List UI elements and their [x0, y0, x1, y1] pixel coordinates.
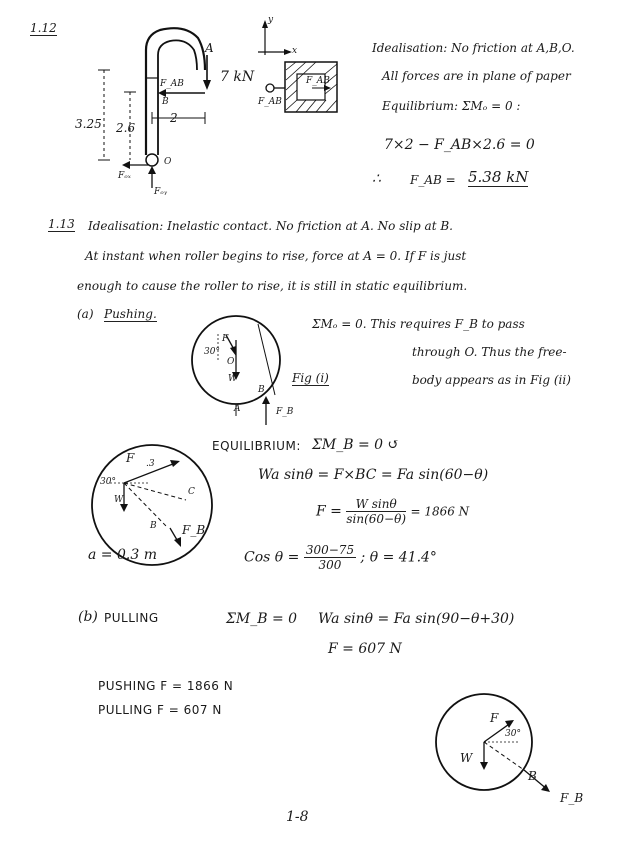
fig-i-label-w: W — [228, 374, 238, 384]
p113-a-value: a = 0.3 m — [88, 547, 157, 563]
p113-idealisation-line-3: enough to cause the roller to rise, it is still in static equilibrium. — [77, 279, 468, 293]
p113-moment-1: ΣMₒ = 0. This requires F_B to pass — [312, 317, 525, 331]
fig-ii-label-b: B — [150, 521, 157, 531]
p113-moment-3: body appears as in Fig (ii) — [412, 373, 571, 387]
fig112-block-fab-right: F_AB — [306, 76, 330, 86]
p113-moment-2: through O. Thus the free- — [412, 345, 567, 359]
fig112-label-o: O — [164, 157, 172, 167]
fig-i-label-f: F — [222, 334, 229, 344]
fig112-block-fab-left: F_AB — [258, 97, 282, 107]
fig-i-label-a: A — [234, 404, 241, 414]
p113-pull-moment: ΣM_B = 0 — [226, 611, 298, 627]
fig-i-label-30: 30° — [204, 347, 220, 357]
p113-eq2-lhs: F = — [316, 503, 342, 520]
p113-idealisation-line-2: At instant when roller begins to rise, force at A = 0. If F is just — [85, 249, 467, 263]
fig112-axis-x: x — [292, 46, 298, 56]
p113-part-b-label: (b) — [78, 609, 98, 625]
p112-equation: 7×2 − F_AB×2.6 = 0 — [384, 137, 535, 153]
fig-i-label-b: B — [258, 385, 265, 395]
problem-number-1-12: 1.12 — [30, 21, 57, 35]
fig-i-label-fb: F_B — [276, 407, 294, 417]
fig112-dim-26: 2.6 — [116, 121, 136, 135]
p112-therefore: ∴ — [372, 171, 381, 187]
fig-i-caption: Fig (i) — [292, 371, 329, 385]
fig112-label-fab: F_AB — [160, 79, 184, 89]
p113-equilibrium-eq: ΣM_B = 0 ↺ — [312, 437, 400, 453]
p113-part-a-label: (a) — [77, 307, 94, 321]
p113-cos-lhs: Cos θ = — [244, 549, 300, 566]
p113-cos-rhs: ; θ = 41.4° — [360, 549, 437, 566]
fig-iii-label-30: 30° — [505, 729, 521, 739]
fig112-label-b: B — [162, 97, 169, 107]
fig112-label-a: A — [205, 41, 214, 55]
p113-cos-num: 300−75 — [305, 543, 355, 557]
fig-ii-label-f: F — [126, 451, 135, 465]
p113-summary-push: PUSHING F = 1866 N — [98, 679, 234, 693]
fig112-label-foy: Fₒᵧ — [154, 187, 168, 197]
p113-eq1: Wa sinθ = F×BC = Fa sin(60−θ) — [258, 467, 489, 483]
p112-idealisation-2: All forces are in plane of paper — [382, 69, 571, 83]
fig-ii-label-3: .3 — [146, 459, 155, 469]
p113-pull-eq2: F = 607 N — [328, 641, 402, 657]
fig112-dim-2: 2 — [170, 111, 178, 125]
p112-idealisation-1: Idealisation: No friction at A,B,O. — [372, 41, 575, 55]
fig112-load-7kn: 7 kN — [220, 69, 255, 85]
p112-result-label: F_AB = — [410, 173, 456, 187]
fig-i-label-o: O — [227, 357, 235, 367]
fig-ii-label-fb: F_B — [182, 523, 206, 537]
p113-cos-den: 300 — [318, 558, 342, 572]
p112-equilibrium: Equilibrium: ΣMₒ = 0 : — [382, 99, 521, 113]
page-number: 1-8 — [286, 809, 309, 825]
p113-eq2-num: W sinθ — [346, 498, 406, 512]
p113-part-b-title: PULLING — [104, 611, 159, 625]
fig112-axis-y: y — [268, 15, 274, 25]
fig112-dim-325: 3.25 — [75, 117, 102, 131]
problem-number-1-13: 1.13 — [48, 217, 75, 231]
p113-summary-pull: PULLING F = 607 N — [98, 703, 222, 717]
p113-pull-eq1: Wa sinθ = Fa sin(90−θ+30) — [318, 611, 515, 627]
fig-ii-label-30: 30° — [100, 477, 116, 487]
p113-equilibrium-title: EQUILIBRIUM: — [212, 439, 301, 453]
p113-idealisation-line-1: Idealisation: Inelastic contact. No friction at A. No slip at B. — [88, 219, 453, 233]
fig-iii-label-b: B — [528, 769, 537, 783]
p113-eq2-rhs: = 1866 N — [410, 504, 470, 519]
fig112-label-fox: Fₒₓ — [118, 171, 131, 181]
fig-ii-label-w: W — [114, 495, 124, 505]
fig-ii-label-c: C — [188, 487, 195, 497]
fig-iii-label-w: W — [460, 751, 473, 765]
fig-iii-label-fb: F_B — [560, 791, 584, 805]
fig-iii-label-f: F — [490, 711, 499, 725]
p113-part-a-title: Pushing. — [104, 307, 157, 321]
p112-result-value: 5.38 kN — [468, 168, 529, 186]
p113-eq2-den: sin(60−θ) — [346, 512, 406, 526]
